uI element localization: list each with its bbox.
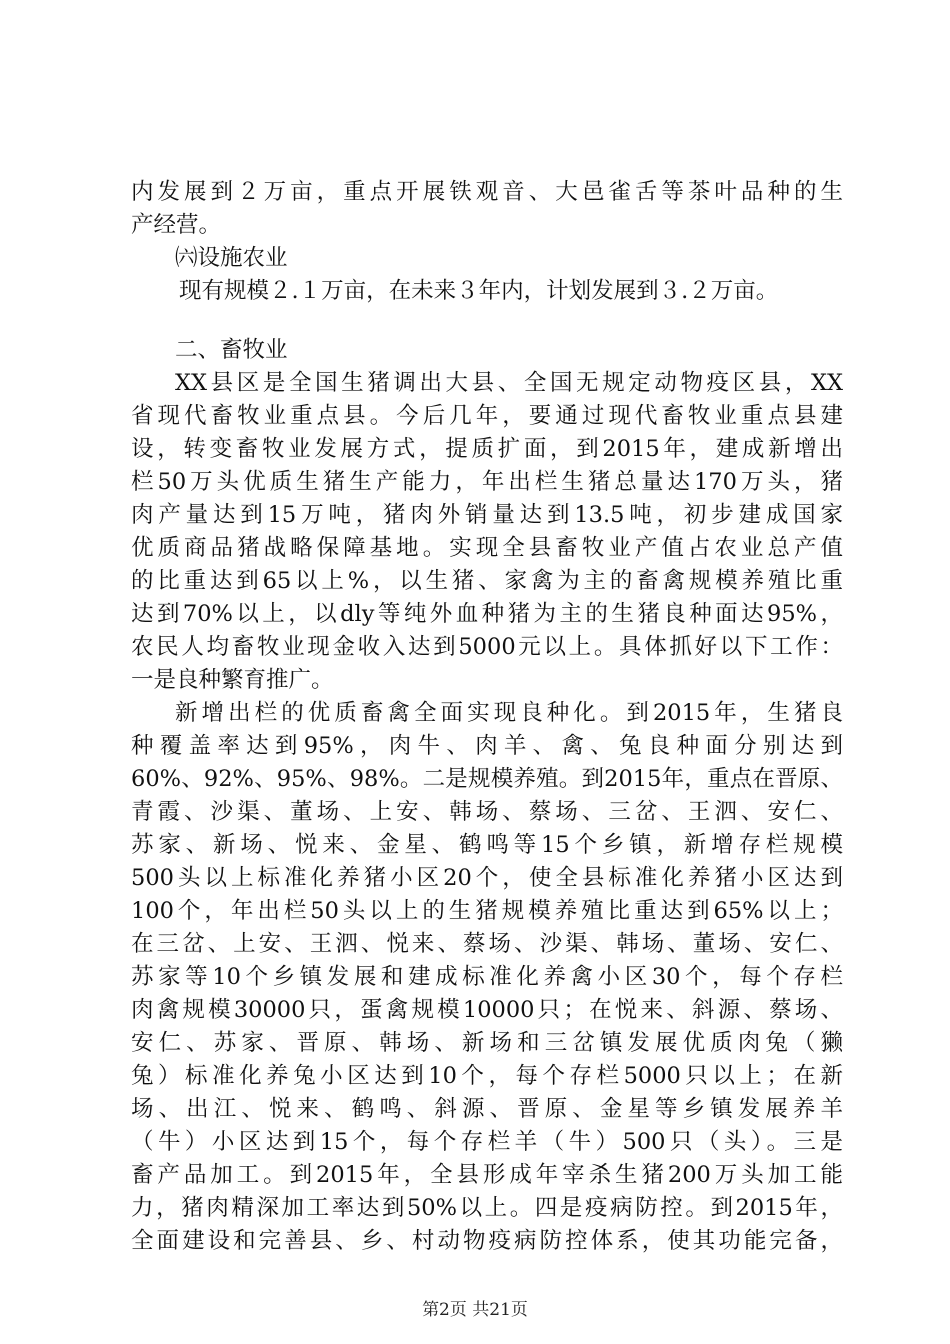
text-line: 安仁、苏家、晋原、韩场、新场和三岔镇发展优质肉兔（獭 bbox=[131, 1030, 843, 1056]
text-line: 肉禽规模30000只，蛋禽规模10000只；在悦来、斜源、蔡场、 bbox=[131, 997, 843, 1023]
document-body bbox=[131, 176, 843, 1258]
paragraph-gap bbox=[131, 308, 843, 334]
text-line: 全面建设和完善县、乡、村动物疫病防控体系，使其功能完备， bbox=[131, 1228, 843, 1254]
text-line: 一是良种繁育推广。 bbox=[131, 667, 334, 693]
page-footer bbox=[0, 1300, 950, 1320]
text-line: 肉产量达到15万吨，猪肉外销量达到13.5吨，初步建成国家 bbox=[131, 502, 843, 528]
text-line: 新增出栏的优质畜禽全面实现良种化。到2015年，生猪良 bbox=[175, 700, 843, 726]
text-line: 在三岔、上安、王泗、悦来、蔡场、沙渠、韩场、董场、安仁、 bbox=[131, 931, 843, 957]
text-line: 的比重达到65以上%，以生猪、家禽为主的畜禽规模养殖比重 bbox=[131, 568, 843, 594]
text-line: 种覆盖率达到95%，肉牛、肉羊、禽、兔良种面分别达到 bbox=[131, 733, 843, 759]
text-line: 栏50万头优质生猪生产能力，年出栏生猪总量达170万头，猪 bbox=[131, 469, 843, 495]
text-line: 苏家、新场、悦来、金星、鹤鸣等15个乡镇，新增存栏规模 bbox=[131, 832, 843, 858]
text-line: 60%、92%、95%、98%。二是规模养殖。到2015年，重点在晋原、 bbox=[131, 766, 843, 792]
text-line: 畜产品加工。到2015年，全县形成年宰杀生猪200万头加工能 bbox=[131, 1162, 843, 1188]
text-line: 苏家等10个乡镇发展和建成标准化养禽小区30个，每个存栏 bbox=[131, 964, 843, 990]
text-line: 达到70%以上，以dly等纯外血种猪为主的生猪良种面达95%， bbox=[131, 601, 843, 627]
text-line: 产经营。 bbox=[131, 212, 222, 238]
section-heading-livestock: 二、畜牧业 bbox=[175, 337, 288, 363]
text-line: 青霞、沙渠、董场、上安、韩场、蔡场、三岔、王泗、安仁、 bbox=[131, 799, 843, 825]
text-line: （牛）小区达到15个，每个存栏羊（牛）500只（头）。三是 bbox=[131, 1129, 843, 1155]
text-line: 现有规模２.１万亩，在未来３年内，计划发展到３.２万亩。 bbox=[179, 278, 779, 304]
text-line: 力，猪肉精深加工率达到50%以上。四是疫病防控。到2015年， bbox=[131, 1195, 843, 1221]
text-line: 兔）标准化养兔小区达到10个，每个存栏5000只以上；在新 bbox=[131, 1063, 843, 1089]
page-number: 第2页 共21页 bbox=[422, 1300, 528, 1320]
text-line: 500头以上标准化养猪小区20个，使全县标准化养猪小区达到 bbox=[131, 865, 843, 891]
text-line: 内发展到２万亩，重点开展铁观音、大邑雀舌等茶叶品种的生 bbox=[131, 179, 843, 205]
text-line: 省现代畜牧业重点县。今后几年，要通过现代畜牧业重点县建 bbox=[131, 403, 843, 429]
text-line: XX县区是全国生猪调出大县、全国无规定动物疫区县，XX bbox=[175, 370, 843, 396]
text-line: 优质商品猪战略保障基地。实现全县畜牧业产值占农业总产值 bbox=[131, 535, 843, 561]
text-line: 场、出江、悦来、鹤鸣、斜源、晋原、金星等乡镇发展养羊 bbox=[131, 1096, 843, 1122]
section-heading-facility: ㈥设施农业 bbox=[175, 245, 288, 271]
text-line: 设，转变畜牧业发展方式，提质扩面，到2015年，建成新增出 bbox=[131, 436, 843, 462]
text-line: 农民人均畜牧业现金收入达到5000元以上。具体抓好以下工作： bbox=[131, 634, 843, 660]
text-line: 100个，年出栏50头以上的生猪规模养殖比重达到65%以上； bbox=[131, 898, 843, 924]
